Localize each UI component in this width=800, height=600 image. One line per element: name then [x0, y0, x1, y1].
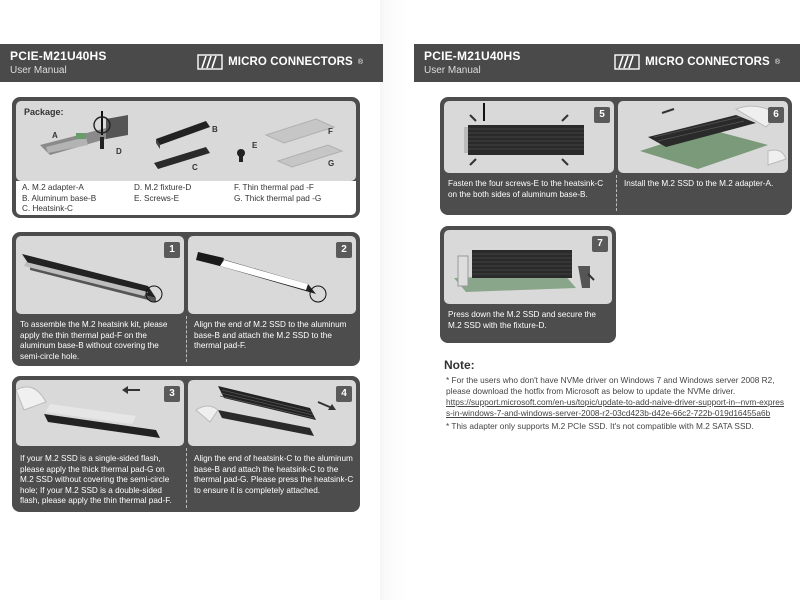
package-panel [12, 97, 360, 218]
package-item: A. M.2 adapter-A [22, 183, 84, 192]
manual-subtitle: User Manual [10, 65, 67, 76]
step-2-figure [188, 236, 356, 314]
step-4-figure [188, 380, 356, 446]
step-5-caption: Fasten the four screws-E to the heatsink-C on the both sides of aluminum base-B. [448, 179, 604, 199]
brand-name: MICRO CONNECTORS [645, 56, 770, 68]
step-6-caption: Install the M.2 SSD to the M.2 adapter-A. [624, 179, 774, 188]
hotfix-link[interactable]: https://support.microsoft.com/en-us/topic/update-to-add-naive-driver-support-in--nvm-express-in-windows-7-and-windows-server-2008-r2-03cd423b-d42e-66c2-722b-019d16455a6b [446, 397, 785, 418]
steps-divider [616, 175, 617, 211]
package-illustration [16, 101, 356, 181]
package-item: B. Aluminum base-B [22, 193, 97, 203]
package-item: D. M.2 fixture-D [134, 183, 192, 192]
brand-logo-icon [614, 54, 640, 70]
step-6-illustration [618, 101, 788, 173]
step-2-caption: Align the end of M.2 SSD to the aluminum base-B and attach the M.2 SSD to the thermal pad-F. [194, 320, 347, 350]
step-7-number: 7 [592, 236, 608, 252]
brand-name: MICRO CONNECTORS [228, 56, 353, 68]
package-figure [16, 101, 356, 181]
figure-label-b: B [212, 125, 218, 134]
brand-logo-icon [197, 54, 223, 70]
step-6-number: 6 [768, 107, 784, 123]
model-name: PCIE-M21U40HS [10, 49, 107, 63]
package-item: C. Heatsink-C [22, 204, 73, 213]
package-list-col2 [134, 183, 191, 204]
note-title: Note: [444, 358, 475, 372]
step-1-caption: To assemble the M.2 heatsink kit, please apply the thin thermal pad-F on the aluminum base-B without covering the semi-circle hole. [20, 320, 168, 361]
right-header [414, 44, 800, 82]
figure-label-e: E [252, 141, 258, 150]
step-2-number: 2 [336, 242, 352, 258]
model-name: PCIE-M21U40HS [424, 49, 521, 63]
step-3-figure [16, 380, 184, 446]
step-1-illustration [16, 236, 184, 314]
right-page [410, 0, 800, 600]
package-item: F. Thin thermal pad -F [234, 183, 314, 192]
step-3-caption: If your M.2 SSD is a single-sided flash, please apply the thick thermal pad-G on M.2 SSD without covering the semi-circle hole; If your M.2 SSD is a double-sided flash, please apply the thin thermal pad-F. [20, 454, 172, 505]
step-4-illustration [188, 380, 356, 446]
figure-label-c: C [192, 163, 198, 172]
step-1-number: 1 [164, 242, 180, 258]
step-7-illustration [444, 230, 612, 304]
note-line-1 [446, 375, 786, 419]
step-4-number: 4 [336, 386, 352, 402]
brand-registered-mark: ® [357, 58, 363, 66]
package-title: Package: [24, 107, 64, 117]
steps-3-4-panel [12, 376, 360, 512]
step-4-caption: Align the end of heatsink-C to the aluminum base-B and attach the heatsink-C to the thermal pad-G. Please press the heatsink-C to ensure it is completely attached. [194, 454, 354, 495]
figure-label-g: G [328, 159, 335, 168]
step-2-illustration [188, 236, 356, 314]
step-7-caption: Press down the M.2 SSD and secure the M.2 SSD with the fixture-D. [448, 310, 596, 330]
left-page [0, 0, 380, 600]
note-line-2: * This adapter only supports M.2 PCIe SSD. It's not compatible with M.2 SATA SSD. [446, 421, 754, 431]
package-list [16, 181, 356, 215]
figure-label-a: A [52, 131, 58, 140]
steps-divider [186, 316, 187, 362]
package-list-col1 [22, 183, 96, 215]
step-5-number: 5 [594, 107, 610, 123]
step-1-figure [16, 236, 184, 314]
steps-5-6-panel [440, 97, 792, 215]
step-3-number: 3 [164, 386, 180, 402]
step-7-panel [440, 226, 616, 343]
brand-logo-group [197, 54, 363, 70]
note-text: * For the users who don't have NVMe driver on Windows 7 and Windows server 2008 R2, please download the hotfix from Microsoft as below to update the NVMe driver. [446, 375, 775, 396]
figure-label-f: F [328, 127, 333, 136]
package-item: E. Screws-E [134, 193, 180, 203]
left-header [0, 44, 383, 82]
step-6-figure [618, 101, 788, 173]
step-7-figure [444, 230, 612, 304]
step-3-illustration [16, 380, 184, 446]
steps-divider [186, 448, 187, 508]
steps-1-2-panel [12, 232, 360, 366]
step-5-illustration [444, 101, 614, 173]
figure-label-d: D [116, 147, 122, 156]
manual-subtitle: User Manual [424, 65, 481, 76]
brand-logo-group [614, 54, 780, 70]
package-item: G. Thick thermal pad -G [234, 193, 322, 203]
package-list-col3 [234, 183, 321, 204]
brand-registered-mark: ® [774, 58, 780, 66]
step-5-figure [444, 101, 614, 173]
